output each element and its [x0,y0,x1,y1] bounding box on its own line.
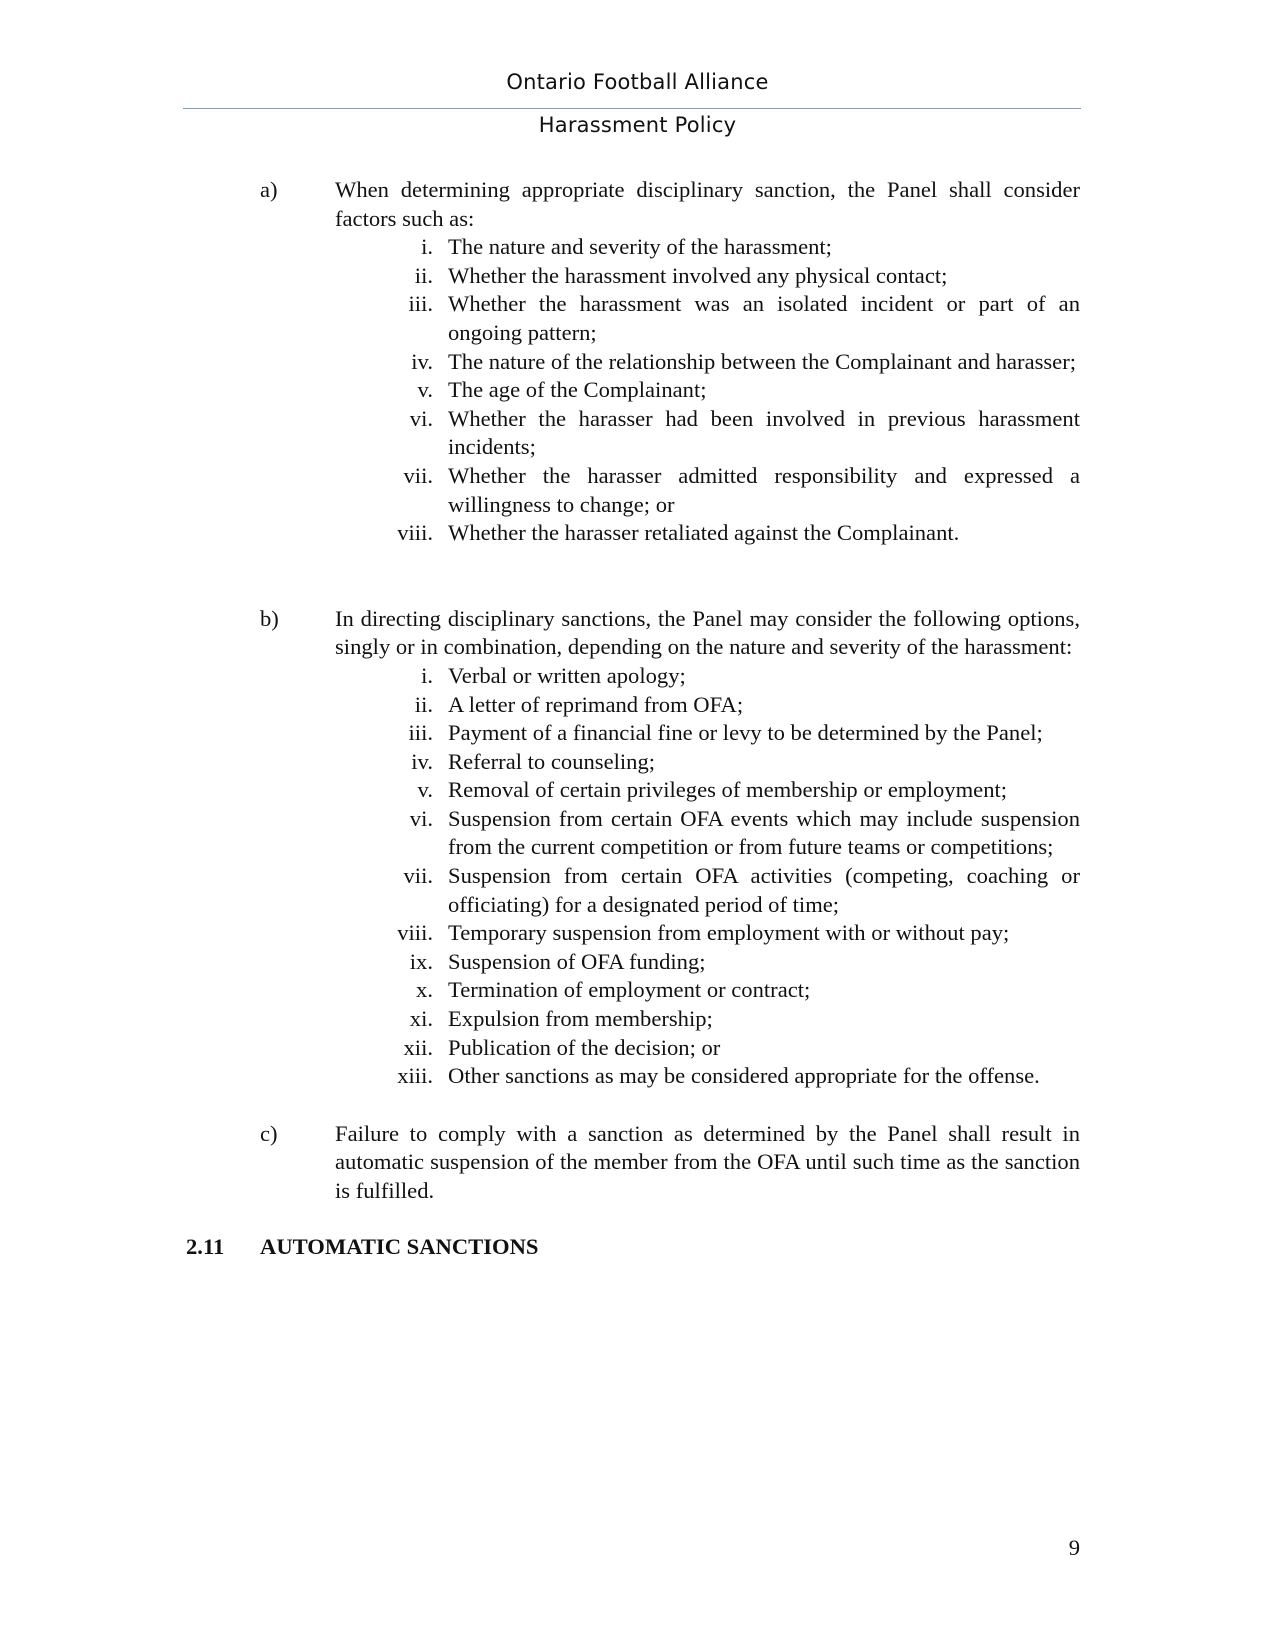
list-item-text: Temporary suspension from employment with or without pay; [448,920,1010,946]
list-item-text: Payment of a financial fine or levy to be determined by the Panel; [448,720,1043,746]
list-item [397,919,1080,948]
list-item-number: iii. [408,291,433,317]
section-spacer [0,548,1275,605]
section-letter: b) [260,605,279,631]
list-item-text: Whether the harasser retaliated against the Complainant. [448,520,960,546]
list-item [411,348,1080,377]
list-item-number: vi. [409,405,433,431]
list-item [397,519,1080,548]
list-item-number: i. [421,662,433,688]
section-b [0,605,1275,1091]
list-item [409,805,1080,862]
list-item-text: Whether the harasser had been involved in previous harassment incidents; [448,405,1080,460]
list-item [417,376,1080,405]
list-item-text: The nature and severity of the harassment; [448,234,832,260]
list-item-text: Suspension from certain OFA activities (competing, coaching or officiating) for a designated period of time; [448,863,1080,917]
list-item [408,719,1080,748]
document-header-subtitle: Harassment Policy [538,113,737,137]
list-item-number: xii. [403,1034,433,1060]
list-item [409,405,1080,462]
list-item [416,976,1080,1005]
sanction-options-list [0,662,1275,1091]
list-item [409,1005,1080,1034]
list-item [403,1034,1080,1063]
list-item-number: xi. [409,1006,433,1032]
list-item-number: iv. [411,748,433,774]
list-item-number: vi. [409,805,433,831]
page-number: 9 [1068,1535,1080,1560]
list-item [417,776,1080,805]
list-item [397,1062,1080,1091]
list-item [409,948,1080,977]
list-item-text: The age of the Complainant; [448,377,707,403]
list-item-number: viii. [397,920,433,946]
list-item-number: ix. [409,948,433,974]
list-item-text: Termination of employment or contract; [448,977,811,1003]
list-item [408,290,1080,347]
list-item-text: Expulsion from membership; [448,1006,713,1032]
list-item-number: iii. [408,720,433,746]
section-letter: c) [260,1120,278,1146]
list-item-number: ii. [414,691,433,717]
document-body [0,176,1275,1262]
section-intro: In directing disciplinary sanctions, the Panel may consider the following options, singly or in combination, depending on the nature and severity of the harassment: [335,605,1080,660]
section-heading-title: AUTOMATIC SANCTIONS [260,1233,539,1259]
list-item-number: vii. [403,462,433,488]
list-item-text: The nature of the relationship between the Complainant and harasser; [448,348,1077,374]
list-item-number: ii. [414,262,433,288]
list-item [421,233,1080,262]
list-item-text: Removal of certain privileges of membership or employment; [448,777,1008,803]
header-divider [183,108,1081,109]
section-heading [0,1233,1275,1262]
section-intro: Failure to comply with a sanction as determined by the Panel shall result in automatic suspension of the member from the OFA until such time as the sanction is fulfilled. [335,1120,1080,1203]
list-item-text: Suspension of OFA funding; [448,948,706,974]
list-item-number: i. [421,234,433,260]
list-item-number: vii. [403,863,433,889]
list-item [421,662,1080,691]
document-header-title: Ontario Football Alliance [506,70,769,94]
list-item-text: Verbal or written apology; [448,662,686,688]
list-item-text: Whether the harassment involved any physical contact; [448,262,948,288]
section-letter: a) [260,177,278,202]
list-item-number: v. [417,777,433,803]
list-item-text: A letter of reprimand from OFA; [448,691,744,717]
section-c [0,1120,1275,1206]
list-item-text: Suspension from certain OFA events which may include suspension from the current competition or from future teams or competitions; [448,805,1080,860]
list-item-text: Publication of the decision; or [448,1034,721,1060]
list-item-text: Whether the harasser admitted responsibility and expressed a willingness to change; or [448,462,1080,517]
section-a [0,176,1275,548]
section-intro: When determining appropriate disciplinary sanction, the Panel shall consider factors such as: [335,177,1080,231]
list-item [403,462,1080,519]
section-heading-number: 2.11 [186,1233,225,1259]
list-item [414,691,1080,720]
section-spacer [0,1091,1275,1120]
list-item-number: xiii. [397,1063,433,1089]
list-item-text: Whether the harassment was an isolated incident or part of an ongoing pattern; [448,291,1080,345]
list-item-text: Other sanctions as may be considered appropriate for the offense. [448,1063,1040,1089]
list-item-text: Referral to counseling; [448,748,656,774]
list-item [411,748,1080,777]
list-item [414,262,1080,291]
list-item-number: iv. [411,348,433,374]
list-item-number: v. [417,377,433,403]
list-item [403,862,1080,919]
list-item-number: viii. [397,520,433,546]
section-spacer [0,1206,1275,1233]
factor-list [0,233,1275,548]
list-item-number: x. [416,977,433,1003]
